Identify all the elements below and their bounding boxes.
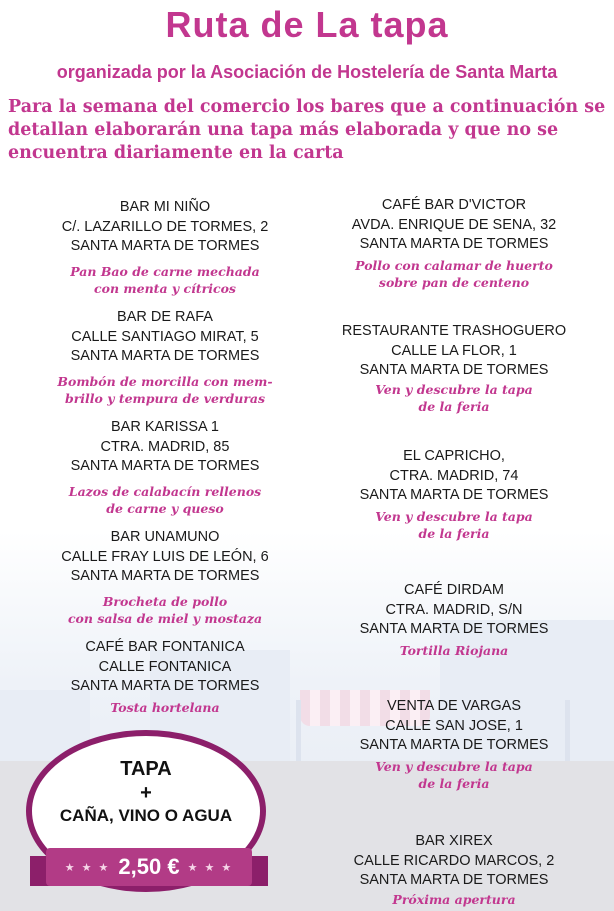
venue-name: VENTA DE VARGAS — [386, 698, 522, 714]
venue-tapa: Ven y descubre la tapa de la feria — [375, 381, 533, 414]
badge-plus-sign: + — [140, 782, 152, 804]
venue-city: SANTA MARTA DE TORMES — [70, 458, 260, 474]
stars-right-icon: ★ ★ ★ — [187, 861, 234, 874]
venue-city: SANTA MARTA DE TORMES — [70, 348, 260, 364]
venue-cafe-dirdam — [304, 581, 604, 659]
venue-name: EL CAPRICHO, — [403, 448, 505, 464]
venue-city: SANTA MARTA DE TORMES — [70, 568, 260, 584]
intro-text: Para la semana del comercio los bares que a continuación se detallan elaborarán una tapa más elaborada y que no se encuentra diariamente en la carta — [8, 97, 606, 163]
venue-name: BAR DE RAFA — [117, 309, 213, 325]
venue-tapa: Tortilla Riojana — [399, 642, 509, 658]
price-value: 2,50 € — [118, 854, 180, 879]
venue-name: CAFÉ BAR FONTANICA — [85, 639, 245, 655]
stars-left-icon: ★ ★ ★ — [64, 861, 111, 874]
venue-cafe-bar-dvictor — [304, 196, 604, 291]
venue-cafe-bar-fontanica — [15, 638, 315, 716]
venue-city: SANTA MARTA DE TORMES — [359, 236, 549, 252]
venue-tapa: Bombón de morcilla con mem- brillo y tempura de verduras — [57, 373, 273, 406]
venue-name: CAFÉ BAR D'VICTOR — [381, 197, 527, 213]
venue-bar-karissa-1 — [15, 418, 315, 517]
page-title: Ruta de La tapa — [165, 4, 449, 45]
page-subtitle: organizada por la Asociación de Hostelería de Santa Marta — [56, 62, 558, 82]
venue-city: SANTA MARTA DE TORMES — [359, 621, 549, 637]
venue-bar-unamuno — [15, 528, 315, 627]
venue-address: CTRA. MADRID, 74 — [389, 467, 519, 484]
venue-address: CTRA. MADRID, S/N — [385, 601, 523, 618]
venue-tapa: Tosta hortelana — [110, 699, 220, 715]
venue-bar-de-rafa — [15, 308, 315, 407]
venue-city: SANTA MARTA DE TORMES — [70, 678, 260, 694]
venue-name: BAR MI NIÑO — [119, 199, 211, 215]
venue-address: CALLE SANTIAGO MIRAT, 5 — [71, 328, 259, 345]
price-ribbon — [46, 848, 252, 886]
venue-tapa: Pollo con calamar de huerto sobre pan de centeno — [355, 257, 553, 290]
venue-name: BAR UNAMUNO — [110, 529, 220, 545]
venue-name: CAFÉ DIRDAM — [404, 582, 504, 598]
venue-tapa: Lazos de calabacín rellenos de carne y queso — [68, 483, 262, 516]
venue-address: CALLE FONTANICA — [98, 658, 232, 675]
venue-address: CTRA. MADRID, 85 — [100, 438, 230, 455]
venue-name: BAR KARISSA 1 — [111, 419, 219, 435]
venue-address: CALLE LA FLOR, 1 — [391, 342, 517, 359]
venue-tapa: Brocheta de pollo con salsa de miel y mostaza — [67, 593, 263, 626]
venue-bar-xirex — [304, 832, 604, 908]
venue-address: CALLE RICARDO MARCOS, 2 — [353, 852, 555, 869]
venue-name: BAR XIREX — [415, 833, 493, 849]
venue-address: C/. LAZARILLO DE TORMES, 2 — [61, 218, 269, 235]
venue-address: CALLE FRAY LUIS DE LEÓN, 6 — [61, 548, 269, 565]
venue-tapa: Próxima apertura — [392, 891, 516, 907]
venue-venta-de-vargas — [304, 697, 604, 792]
badge-tapa-label: TAPA — [120, 758, 172, 780]
venue-address: AVDA. ENRIQUE DE SENA, 32 — [351, 216, 557, 233]
badge-drinks-label: CAÑA, VINO O AGUA — [59, 806, 233, 825]
venue-tapa: Ven y descubre la tapa de la feria — [375, 758, 533, 791]
venue-el-capricho — [304, 447, 604, 542]
venue-tapa: Ven y descubre la tapa de la feria — [375, 508, 533, 541]
venue-tapa: Pan Bao de carne mechada con menta y cítricos — [70, 263, 260, 296]
venue-city: SANTA MARTA DE TORMES — [359, 487, 549, 503]
venue-city: SANTA MARTA DE TORMES — [359, 872, 549, 888]
venue-restaurante-trashoguero — [304, 322, 604, 415]
venue-name: RESTAURANTE TRASHOGUERO — [341, 323, 567, 339]
venue-city: SANTA MARTA DE TORMES — [70, 238, 260, 254]
venue-bar-mi-nino — [15, 198, 315, 297]
venue-city: SANTA MARTA DE TORMES — [359, 737, 549, 753]
venue-address: CALLE SAN JOSE, 1 — [385, 717, 523, 734]
venue-city: SANTA MARTA DE TORMES — [359, 362, 549, 378]
